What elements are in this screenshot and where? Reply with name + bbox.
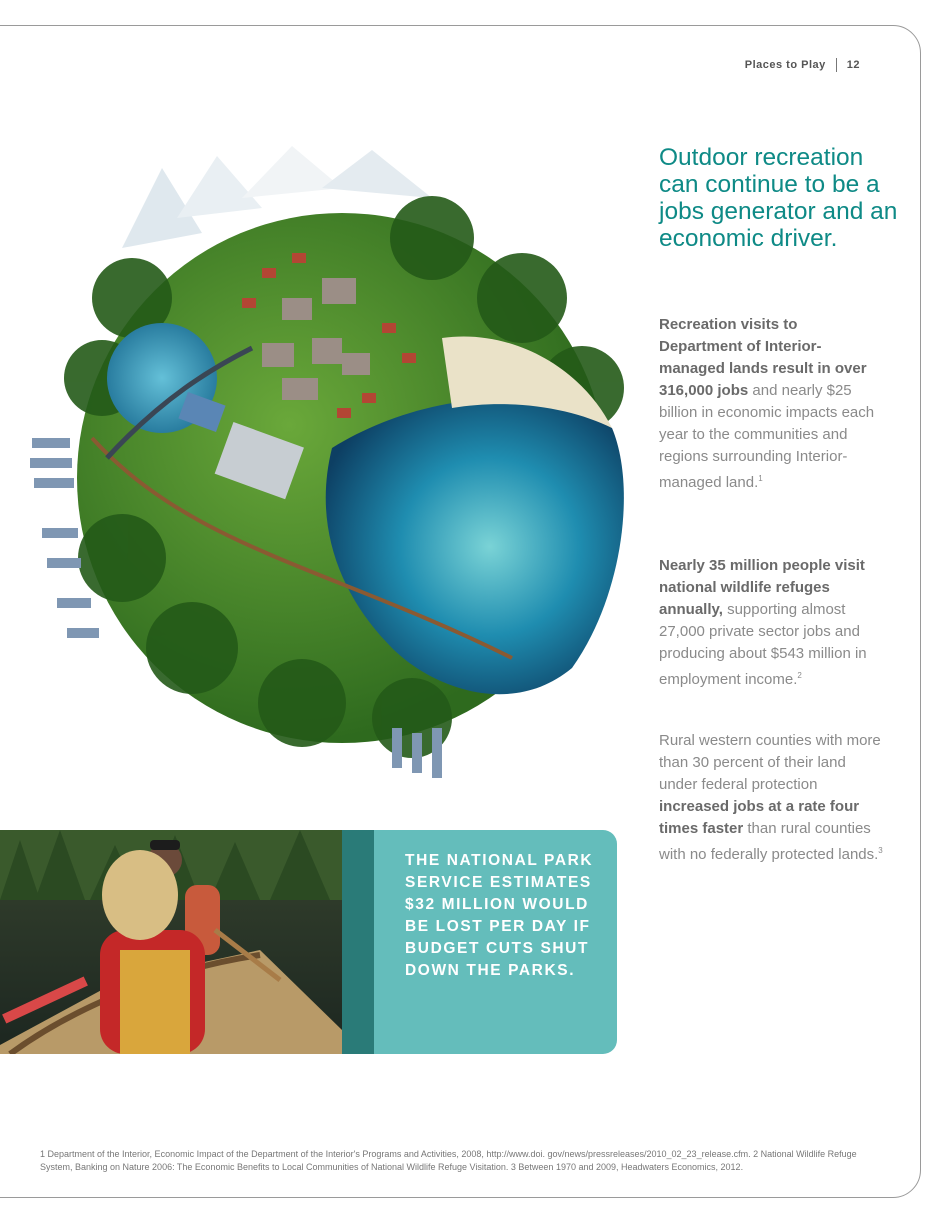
page-number: 12 — [846, 59, 860, 71]
callout-box — [342, 830, 617, 1054]
paragraph-refuges-text: supporting almost 27,000 private sector jobs and producing about $543 million in employment income. — [659, 601, 867, 688]
callout-text: THE NATIONAL PARK SERVICE ESTIMATES $32 MILLION WOULD BE LOST PER DAY IF BUDGET CUTS SHUT DOWN THE PARKS. — [405, 852, 594, 979]
footnote-ref-3: 3 — [878, 846, 883, 855]
section-title: Places to Play — [744, 59, 826, 71]
paragraph-rural-text-after: than rural counties with no federally protected lands. — [659, 820, 879, 863]
paragraph-refuges — [659, 555, 884, 691]
paragraph-rural-bold: increased jobs at a rate four times faster — [659, 798, 860, 837]
footnotes: 1 Department of the Interior, Economic Impact of the Department of the Interior's Programs and Activities, 2008, http://www.doi. gov/news/pressreleases/2010_02_23_release.cfm. 2 National Wildlife Refuge System, Banking on Nature 2006: The Economic Benefits to Local Communities of National Wildlife Refuge Visitation. 3 Between 1970 and 2009, Headwaters Economics, 2012. — [40, 1149, 857, 1172]
canoe-photo — [0, 830, 342, 1054]
footnote-ref-2: 2 — [797, 671, 802, 680]
page-header — [745, 58, 860, 72]
footnote-ref-1: 1 — [758, 474, 763, 483]
paragraph-rural-text-before: Rural western counties with more than 30 percent of their land under federal protection — [659, 732, 881, 793]
paragraph-jobs-text: and nearly $25 billion in economic impacts each year to the communities and regions surrounding Interior-managed land. — [659, 382, 875, 491]
headline: Outdoor recreation can continue to be a jobs generator and an economic driver. — [659, 144, 898, 252]
paragraph-rural-counties — [659, 730, 884, 866]
header-divider — [836, 58, 837, 72]
paragraph-jobs-bold: Recreation visits to Department of Interior-managed lands result in over 316,000 jobs — [659, 316, 867, 399]
paragraph-refuges-bold: Nearly 35 million people visit national wildlife refuges annually, — [659, 557, 865, 618]
paragraph-jobs — [659, 314, 884, 494]
callout-stripe — [342, 830, 374, 1054]
globe-illustration — [12, 128, 642, 796]
